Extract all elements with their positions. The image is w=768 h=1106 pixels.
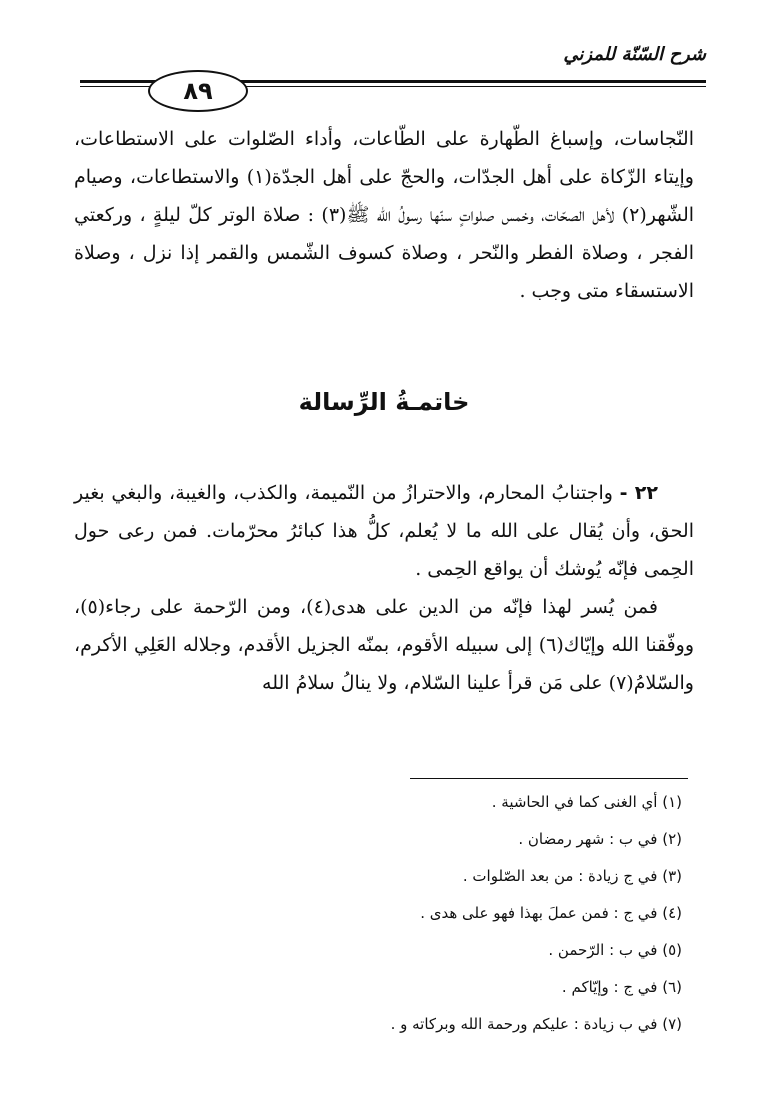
footnote: (٧) في ب زيادة : عليكم ورحمة الله وبركاته و .	[390, 1015, 682, 1033]
footnote: (٢) في ب : شهر رمضان .	[518, 830, 682, 848]
paragraph-text: واجتنابُ المحارم، والاحترازُ من النّميمة، والكذب، والغيبة، والبغي بغير الحق، وأن يُقال على الله ما لا يُعلم، كلُّ هذا كبائرُ محرّمات. فمن رعى حول الحِمى فإنّه يُوشك أن يواقع الحِمى .	[74, 482, 694, 580]
section-title: خاتمـةُ الرِّسالة	[298, 388, 470, 416]
main-text	[74, 120, 694, 310]
paragraph	[74, 474, 694, 588]
footnote: (٣) في ج زيادة : من بعد الصّلوات .	[462, 867, 682, 885]
footnotes	[74, 784, 682, 1043]
footnote: (٤) في ج : فمن عملَ بهذا فهو على هدى .	[420, 904, 682, 922]
footnote: (٥) في ب : الرّحمن .	[548, 941, 682, 959]
paragraph: فمن يُسر لهذا فإنّه من الدين على هدى(٤)، ومن الرّحمة على رجاء(٥)، ووفّقنا الله وإيّاك(٦) إلى سبيله الأقوم، بمنّه الجزيل الأقدم، وجلاله العَلِي الأكرم، والسّلامُ(٧) على مَن قرأ علينا السّلام، ولا ينالُ سلامُ الله	[74, 596, 694, 694]
page-number: ٨٩	[148, 70, 248, 112]
paragraph-number: ٢٢ -	[619, 482, 658, 504]
closing-text	[74, 474, 694, 702]
footnote: (١) أي الغنى كما في الحاشية .	[491, 793, 682, 811]
running-head: شرح السّنّة للمزني	[563, 44, 706, 65]
paragraph: النّجاسات، وإسباغ الطّهارة على الطّاعات، وأداء الصّلوات على الاستطاعات، وإيتاء الزّكاة على أهل الجدّات، والحجّ على أهل الجدّة(١) والاستطاعات، وصيام الشّهر(٢) لأهل الصحّات، وخمس صلواتٍ سنّها رسولُ الله ﷺ(٣) : صلاة الوتر كلّ ليلةٍ ، وركعتي الفجر ، وصلاة الفطر والنّحر ، وصلاة كسوف الشّمس والقمر إذا نزل ، وصلاة الاستسقاء متى وجب .	[74, 128, 695, 302]
footnote: (٦) في ج : وإيّاكم .	[561, 978, 682, 996]
footnote-divider	[410, 778, 688, 779]
